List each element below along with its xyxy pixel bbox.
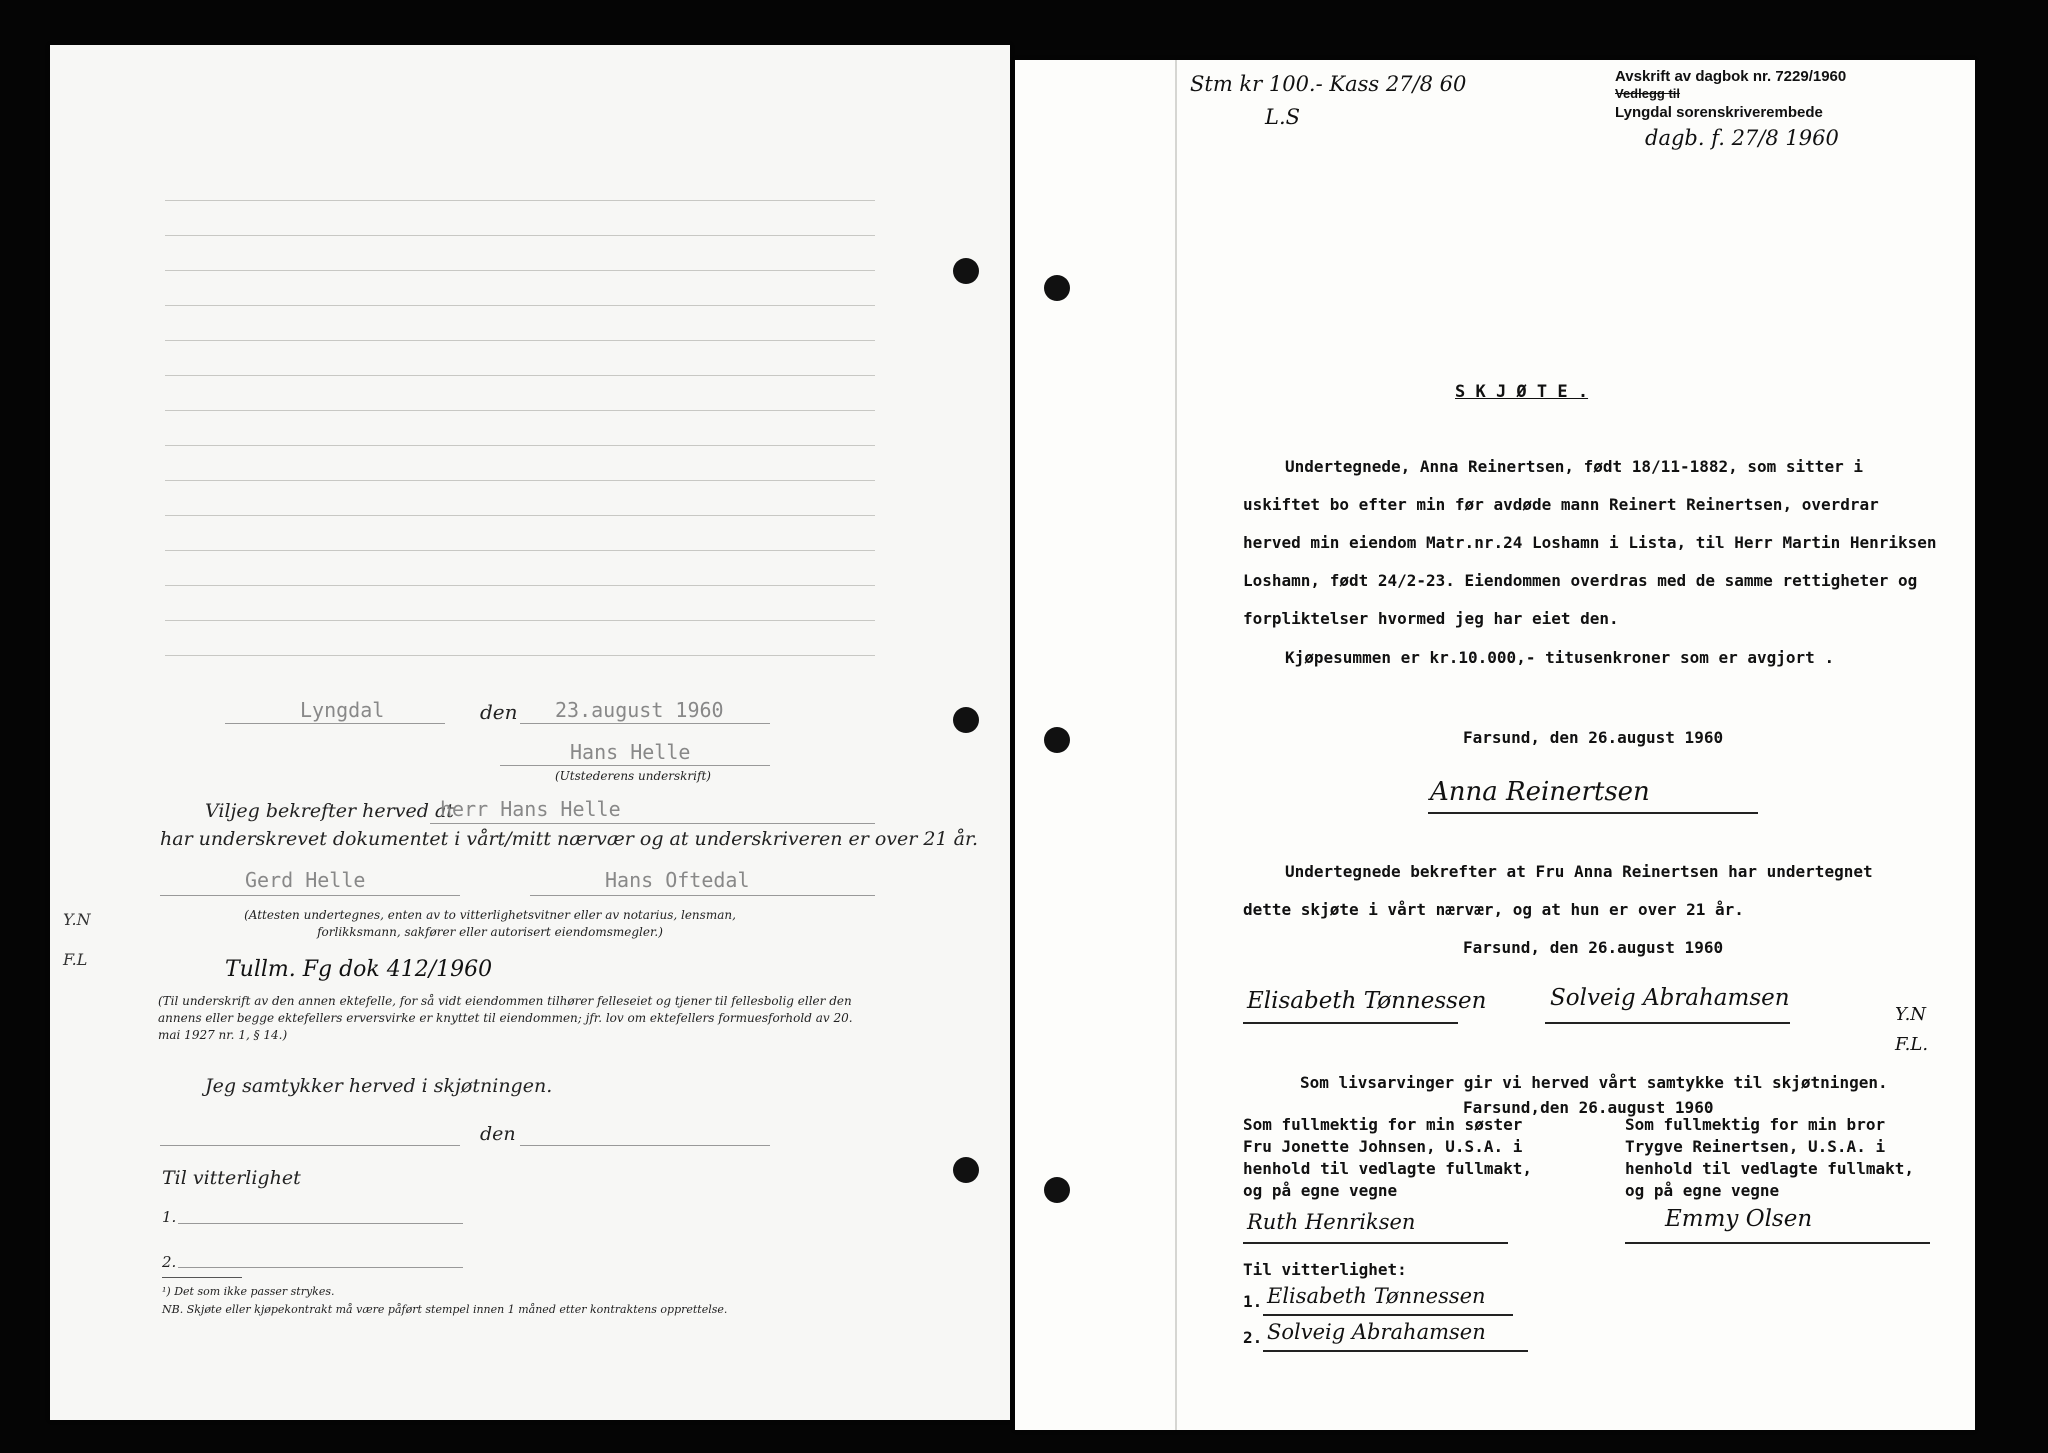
body-line-2: uskiftet bo efter min før avdøde mann Reinert Reinertsen, overdrar	[1243, 495, 1879, 514]
rule	[520, 1145, 770, 1146]
punch-hole	[1044, 727, 1070, 753]
date: 23.august 1960	[555, 698, 724, 722]
left-block-1: Som fullmektig for min søster	[1243, 1115, 1523, 1134]
vitt-num-2: 2.	[1243, 1328, 1263, 1347]
right-block-1: Som fullmektig for min bror	[1625, 1115, 1886, 1134]
left-block-2: Fru Jonette Johnsen, U.S.A. i	[1243, 1137, 1523, 1156]
body-line-4: Loshamn, født 24/2-23. Eiendommen overdras med de samme rettigheter og	[1243, 571, 1918, 590]
right-block-3: henhold til vedlagte fullmakt,	[1625, 1159, 1914, 1178]
confirm-line2: har underskrevet dokumentet i vårt/mitt nærvær og at underskriveren er over 21 år.	[160, 828, 978, 850]
ruled-line	[165, 655, 875, 656]
footnote-rule	[162, 1277, 242, 1278]
footnote-2: NB. Skjøte eller kjøpekontrakt må være påført stempel innen 1 måned etter kontraktens opprettelse.	[162, 1303, 728, 1316]
header-struck: Vedlegg til	[1615, 86, 1681, 101]
body-line-3: herved min eiendom Matr.nr.24 Loshamn i Lista, til Herr Martin Henriksen	[1243, 533, 1937, 552]
signature-line	[1545, 1022, 1790, 1024]
body-line-1: Undertegnede, Anna Reinertsen, født 18/11-1882, som sitter i	[1285, 457, 1863, 476]
rule	[160, 1145, 460, 1146]
price-line: Kjøpesummen er kr.10.000,- titusenkroner som er avgjort .	[1285, 648, 1835, 667]
signature-line	[1625, 1242, 1930, 1244]
den-label: den	[480, 700, 518, 724]
rule	[178, 1267, 463, 1268]
rule	[225, 723, 445, 724]
vitt-signature-2: Solveig Abrahamsen	[1267, 1320, 1486, 1344]
vitterlighet-heading: Til vitterlighet:	[1243, 1260, 1407, 1279]
consent-text: Jeg samtykker herved i skjøtningen.	[205, 1075, 553, 1097]
confirm-line-2: dette skjøte i vårt nærvær, og at hun er over 21 år.	[1243, 900, 1744, 919]
date-line-3: Farsund,den 26.august 1960	[1463, 1098, 1714, 1117]
body-line-5: forpliktelser hvormed jeg har eiet den.	[1243, 609, 1619, 628]
signature-line	[1263, 1314, 1513, 1316]
margin-marks: Y.N F.L	[63, 910, 91, 969]
handwritten-note: Tullm. Fg dok 412/1960	[225, 957, 493, 982]
confirm-line-1: Undertegnede bekrefter at Fru Anna Reinertsen har undertegnet	[1285, 862, 1873, 881]
left-block-3: henhold til vedlagte fullmakt,	[1243, 1159, 1532, 1178]
ruled-line	[165, 445, 875, 446]
rule	[520, 723, 770, 724]
punch-hole	[1044, 1177, 1070, 1203]
ruled-line	[165, 585, 875, 586]
attest-note: (Attesten undertegnes, enten av to vitterlighetsvitner eller av notarius, lensman, forlikksmann, sakfører eller autorisert eiendomsmegler.)	[244, 908, 736, 939]
seller-signature: Anna Reinertsen	[1430, 777, 1650, 807]
place: Lyngdal	[300, 698, 385, 722]
margin-initials: Y.N F.L.	[1895, 1004, 1929, 1055]
ruled-line	[165, 480, 875, 481]
witness-signature-2: Solveig Abrahamsen	[1550, 985, 1790, 1011]
ruled-line	[165, 270, 875, 271]
confirm-name: herr Hans Helle	[440, 797, 621, 821]
heirs-line: Som livsarvinger gir vi herved vårt samtykke til skjøtningen.	[1300, 1073, 1888, 1092]
rule	[430, 823, 875, 824]
punch-hole	[953, 707, 979, 733]
rule	[500, 765, 770, 766]
ruled-line	[165, 620, 875, 621]
header-line-2: Lyngdal sorenskriverembede	[1615, 104, 1823, 121]
ruled-line	[165, 375, 875, 376]
rule	[530, 895, 875, 896]
header-line-1: Avskrift av dagbok nr. 7229/1960	[1615, 68, 1847, 85]
right-block-4: og på egne vegne	[1625, 1181, 1780, 1200]
witness-2: Hans Oftedal	[605, 868, 750, 892]
left-page	[50, 45, 1010, 1420]
witness-heading: Til vitterlighet	[162, 1167, 301, 1189]
header-line-3: dagb. f. 27/8 1960	[1645, 126, 1839, 150]
stamp-note: Stm kr 100.- Kass 27/8 60	[1190, 72, 1467, 96]
den-label-2: den	[480, 1123, 516, 1145]
ruled-line	[165, 305, 875, 306]
margin-line	[1175, 60, 1177, 1430]
ruled-line	[165, 515, 875, 516]
rule	[178, 1223, 463, 1224]
ruled-line	[165, 410, 875, 411]
ruled-line	[165, 235, 875, 236]
signature-line	[1263, 1350, 1528, 1352]
heir-signature-1: Ruth Henriksen	[1247, 1210, 1416, 1234]
punch-hole	[1044, 275, 1070, 301]
punch-hole	[953, 258, 979, 284]
ruled-line	[165, 200, 875, 201]
stamp-initials: L.S	[1265, 105, 1301, 129]
signature-line	[1243, 1022, 1458, 1024]
signature-line	[1428, 812, 1758, 814]
footnote-1: ¹) Det som ikke passer strykes.	[162, 1285, 335, 1298]
issuer-caption: (Utstederens underskrift)	[555, 769, 711, 783]
issuer-name: Hans Helle	[570, 740, 691, 764]
vitt-signature-1: Elisabeth Tønnessen	[1267, 1284, 1486, 1308]
witness-num-1: 1.	[162, 1208, 177, 1226]
date-line-2: Farsund, den 26.august 1960	[1463, 938, 1724, 957]
spouse-note: (Til underskrift av den annen ektefelle, for så vidt eiendommen tilhører felleseiet og tjener til fellesbolig eller den annens eller begge ektefellers erversvirke er knyttet til eiendommen; jfr. lov om ektefellers formuesforhold av 20. mai 1927 nr. 1, § 14.)	[158, 994, 853, 1042]
ruled-line	[165, 340, 875, 341]
right-page	[1015, 60, 1975, 1430]
confirm-prefix: Viljeg bekrefter herved at	[205, 800, 454, 822]
witness-num-2: 2.	[162, 1253, 177, 1271]
witness-1: Gerd Helle	[245, 868, 366, 892]
left-block-4: og på egne vegne	[1243, 1181, 1398, 1200]
right-block-2: Trygve Reinertsen, U.S.A. i	[1625, 1137, 1886, 1156]
ruled-line	[165, 550, 875, 551]
heir-signature-2: Emmy Olsen	[1665, 1206, 1813, 1232]
signature-line	[1243, 1242, 1508, 1244]
vitt-num-1: 1.	[1243, 1292, 1263, 1311]
document-title: S K J Ø T E .	[1455, 382, 1589, 402]
punch-hole	[953, 1157, 979, 1183]
witness-signature-1: Elisabeth Tønnessen	[1247, 988, 1487, 1014]
rule	[160, 895, 460, 896]
date-line-1: Farsund, den 26.august 1960	[1463, 728, 1724, 747]
